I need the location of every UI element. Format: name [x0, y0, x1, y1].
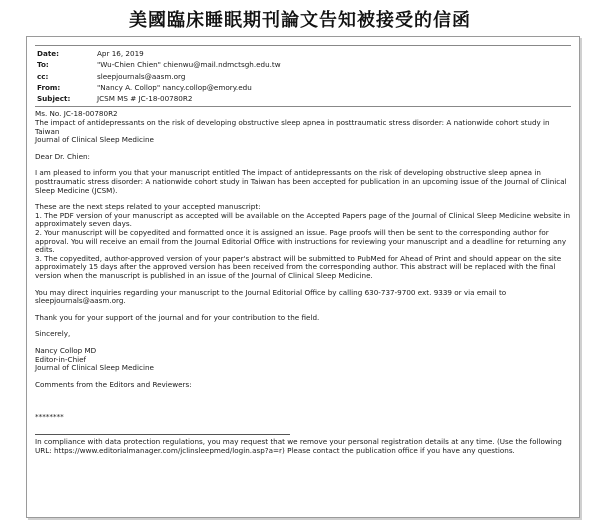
footer-divider: [35, 434, 290, 435]
salutation: Dear Dr. Chien:: [35, 151, 90, 161]
inquiries-paragraph: You may direct inquiries regarding your manuscript to the Journal Editorial Office by calling 630-737-9700 ext. 9339 or via email to sleepjournals@aasm.org.: [35, 287, 507, 306]
header-label: cc:: [37, 71, 49, 81]
comments-stars: ********: [35, 412, 64, 422]
thanks-paragraph: Thank you for your support of the journal and for your contribution to the field.: [35, 312, 320, 322]
header-value: "Wu-Chien Chien" chienwu@mail.ndmctsgh.edu.tw: [97, 60, 281, 70]
signature-role: Editor-in-Chief: [35, 354, 87, 364]
steps-intro: These are the next steps related to your accepted manuscript:: [35, 202, 261, 212]
header-label: Subject:: [37, 94, 71, 104]
email-letter: [26, 36, 580, 518]
header-row-cc: [35, 71, 571, 82]
step-item: 3. The copyedited, author-approved version of your paper's abstract will be submitted to PubMed for Ahead of Print and should appear on the site approximately 15 days after the approved version has been received from the corresponding author. This abstract will be replaced with the final version when the manuscript is published in an issue of the Journal of Clinical Sleep Medicine.: [35, 253, 562, 280]
comments-label: Comments from the Editors and Reviewers:: [35, 379, 192, 389]
intro-paragraph: I am pleased to inform you that your manuscript entitled The impact of antidepressants on the risk of developing obstructive sleep apnea in posttraumatic stress disorder: A nationwide cohort study in Taiwan has been accepted for publication in an upcoming issue of the Journal of Clinical Sleep Medicine (JCSM).: [35, 168, 567, 195]
manuscript-number: Ms. No. JC-18-00780R2: [35, 109, 118, 119]
step-item: 1. The PDF version of your manuscript as accepted will be available on the Accepted Papers page of the Journal of Clinical Sleep Medicine website in approximately seven days.: [35, 210, 571, 229]
header-value: Apr 16, 2019: [97, 49, 144, 58]
manuscript-title: The impact of antidepressants on the risk of developing obstructive sleep apnea in posttraumatic stress disorder: A nationwide cohort study in Taiwan: [35, 118, 550, 136]
signature-name: Nancy Collop MD: [35, 345, 97, 355]
header-row-subject: [35, 93, 571, 104]
header-value: JCSM MS # JC-18-00780R2: [97, 94, 193, 104]
page-caption: 美國臨床睡眠期刊論文告知被接受的信函: [129, 10, 471, 31]
header-label: To:: [37, 60, 49, 70]
signature-journal: Journal of Clinical Sleep Medicine: [35, 363, 154, 373]
journal-name: Journal of Clinical Sleep Medicine: [35, 135, 154, 145]
header-value: "Nancy A. Collop" nancy.collop@emory.edu: [97, 82, 252, 92]
header-label: From:: [37, 82, 61, 92]
header-row-date: [35, 48, 571, 59]
header-row-from: [35, 82, 571, 93]
footer-notice: In compliance with data protection regulations, you may request that we remove your personal registration details at any time. (Use the following URL: https://www.editorialmanager.com/jclinsleepmed/login.asp?a=r) Please contact the publication office if you have any questions.: [35, 436, 562, 455]
header-label: Date:: [37, 49, 60, 58]
header-value: sleepjournals@aasm.org: [97, 71, 186, 81]
email-header: [35, 45, 571, 107]
email-body: [27, 107, 579, 455]
step-item: 2. Your manuscript will be copyedited and formatted once it is assigned an issue. Page proofs will then be sent to the corresponding author for approval. You will receive an email from the Journal Editorial Office with instructions for reviewing your manuscript and a deadline for returning any edits.: [35, 228, 567, 255]
closing: Sincerely,: [35, 329, 71, 339]
header-row-to: [35, 59, 571, 70]
